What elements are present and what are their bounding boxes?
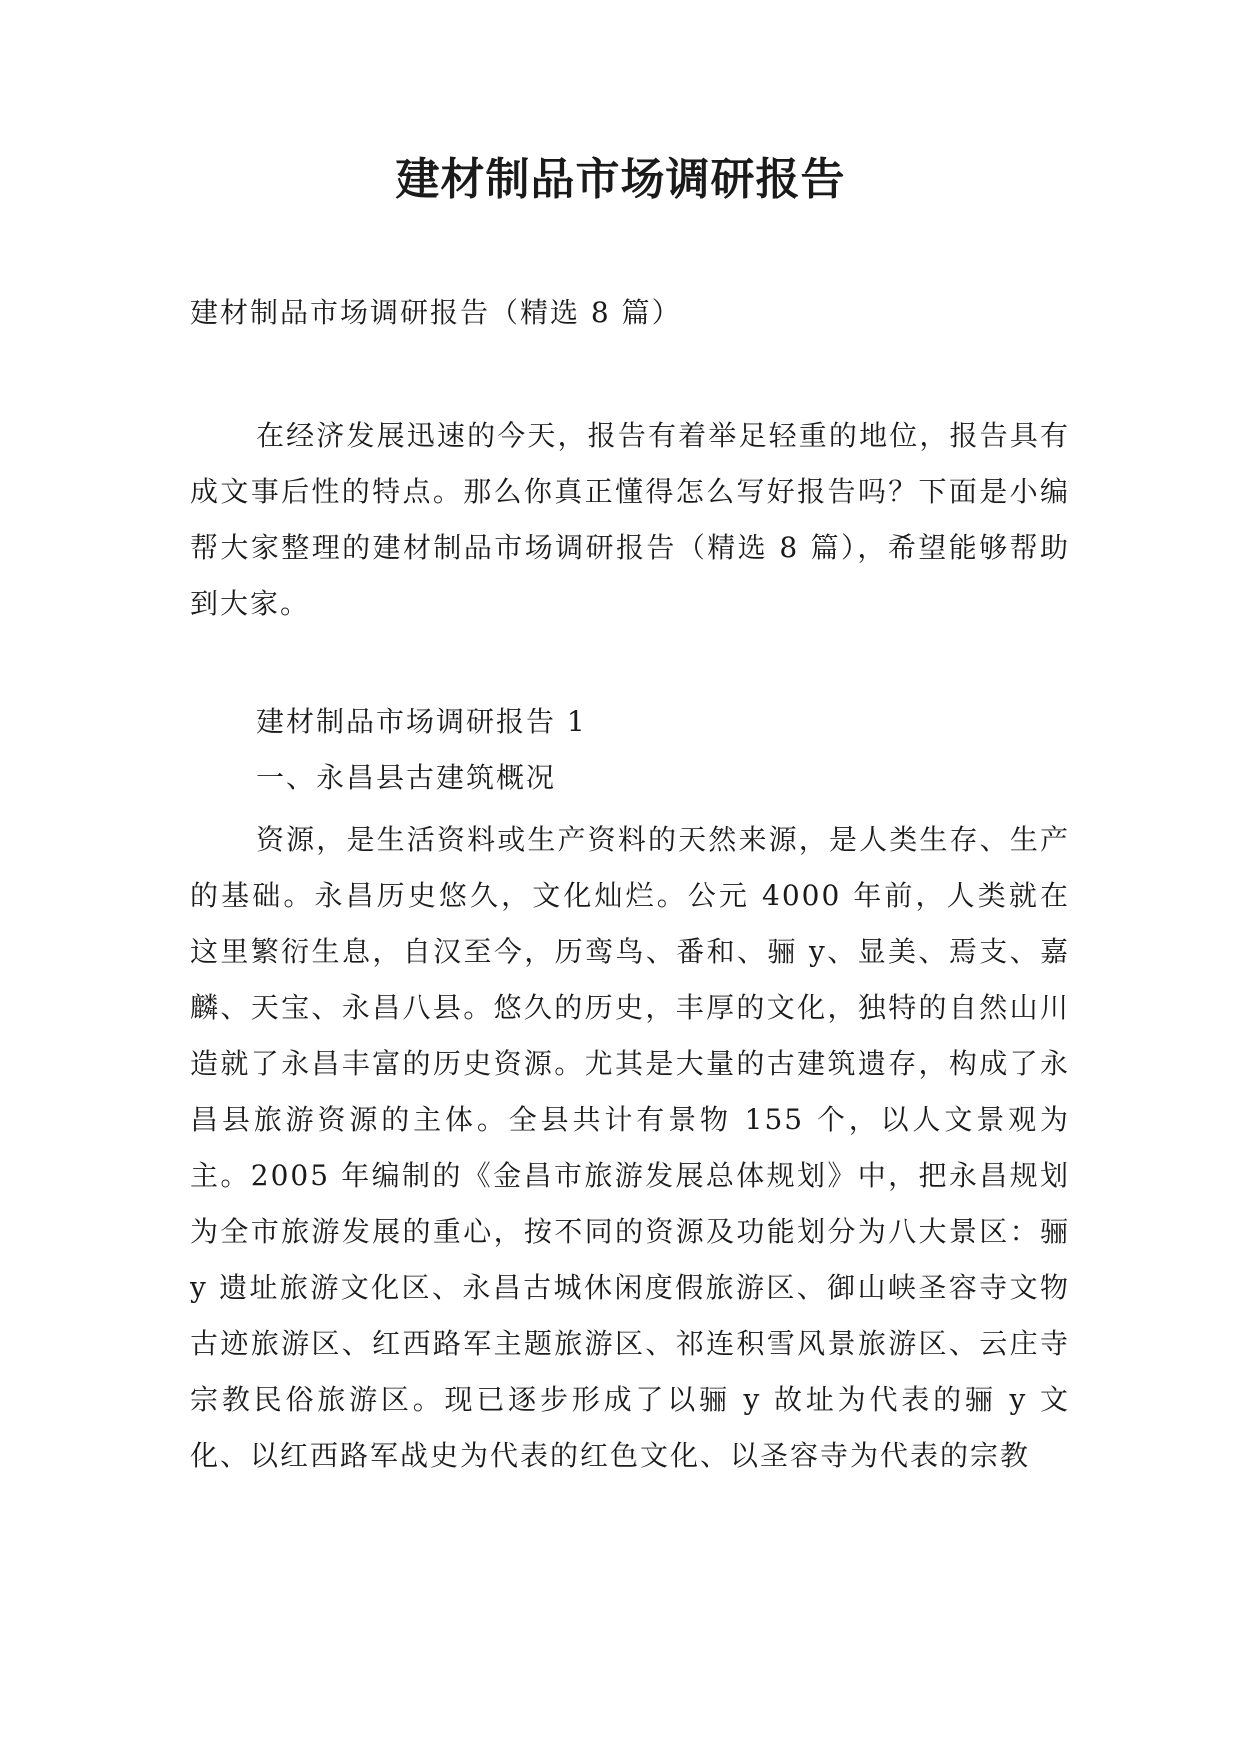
document-title: 建材制品市场调研报告 xyxy=(395,154,846,205)
section-title: 建材制品市场调研报告 1 xyxy=(256,705,587,738)
intro-paragraph: 在经济发展迅速的今天，报告有着举足轻重的地位，报告具有成文事后性的特点。那么你真正懂得怎么写好报告吗？下面是小编帮大家整理的建材制品市场调研报告（精选 8 篇），希望能够帮助到大家。 xyxy=(190,419,1070,620)
body-paragraph: 资源，是生活资料或生产资料的天然来源，是人类生存、生产的基础。永昌历史悠久，文化灿烂。公元 4000 年前，人类就在这里繁衍生息，自汉至今，历鸾鸟、番和、骊 y、显美、焉支、嘉麟、天宝、永昌八县。悠久的历史，丰厚的文化，独特的自然山川造就了永昌丰富的历史资源。尤其是大量的古建筑遗存，构成了永昌县旅游资源的主体。全县共计有景物 155 个，以人文景观为主。2005 年编制的《金昌市旅游发展总体规划》中，把永昌规划为全市旅游发展的重心，按不同的资源及功能划分为八大景区：骊 y 遗址旅游文化区、永昌古城休闲度假旅游区、御山峡圣容寺文物古迹旅游区、红西路军主题旅游区、祁连积雪风景旅游区、云庄寺宗教民俗旅游区。现已逐步形成了以骊 y 故址为代表的骊 y 文化、以红西路军战史为代表的红色文化、以圣容寺为代表的宗教 xyxy=(190,823,1070,1472)
section-subtitle: 一、永昌县古建筑概况 xyxy=(256,761,557,794)
document-subtitle: 建材制品市场调研报告（精选 8 篇） xyxy=(190,296,682,329)
